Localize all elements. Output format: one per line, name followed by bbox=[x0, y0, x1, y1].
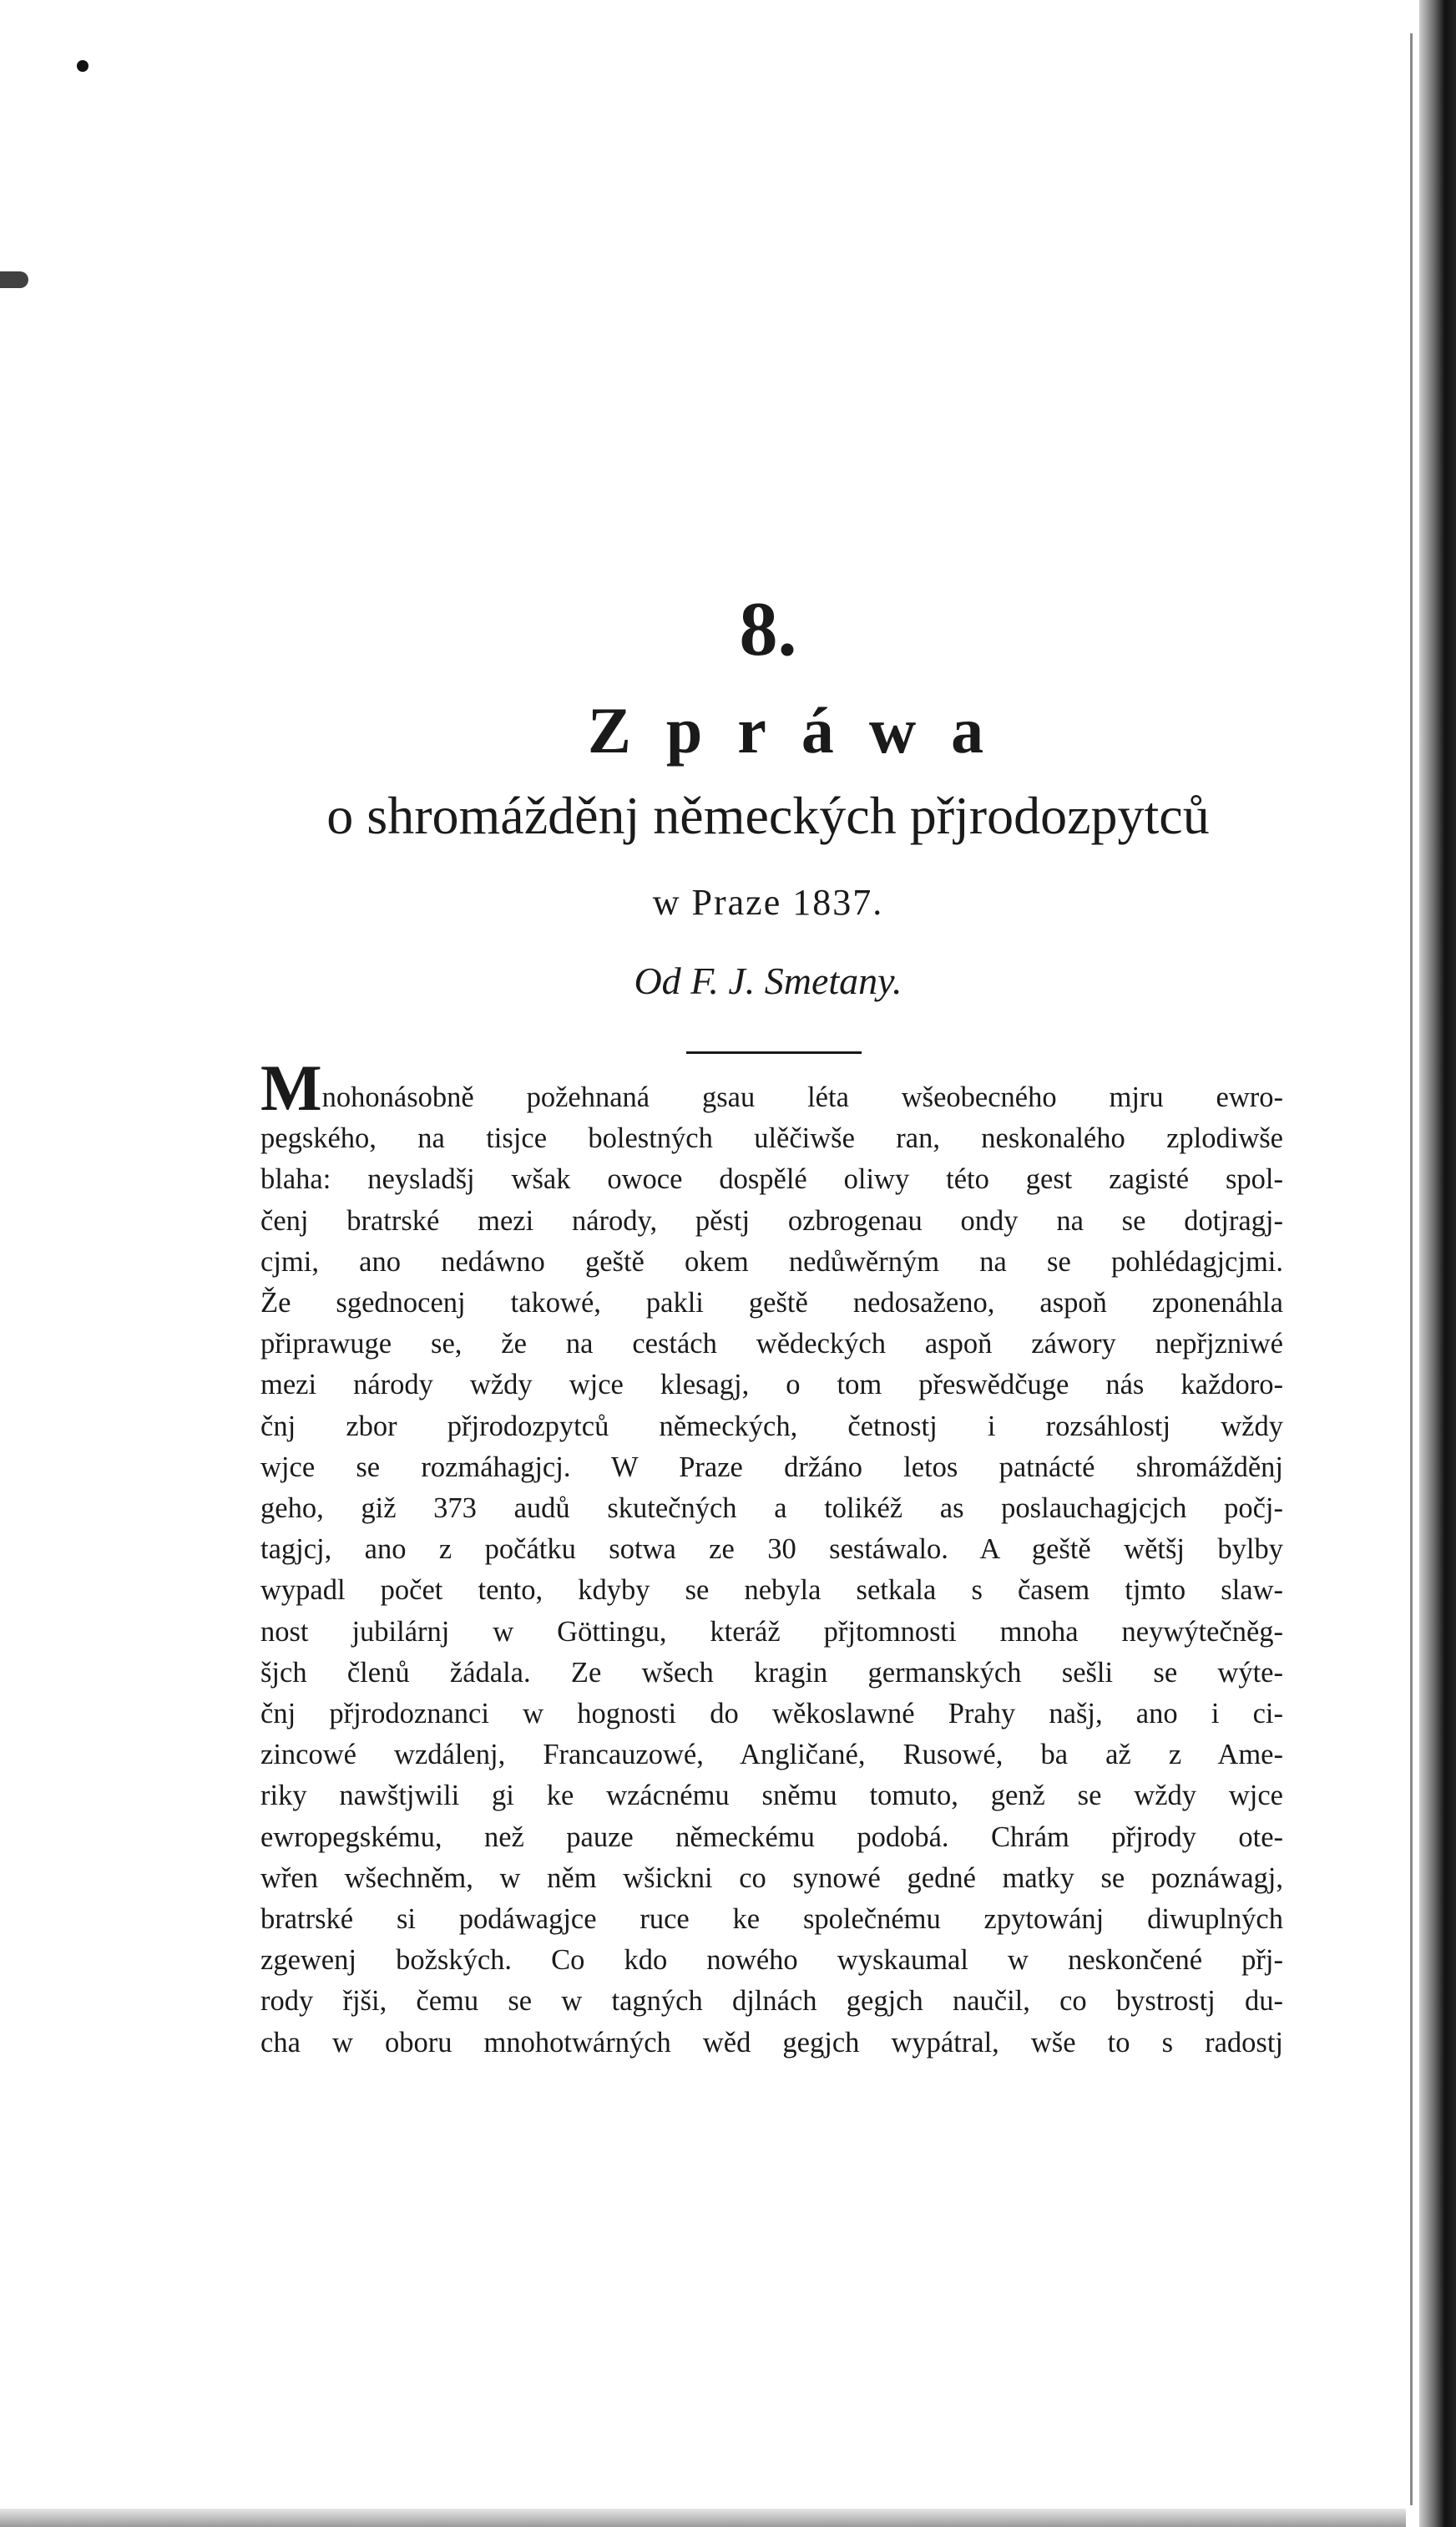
margin-mark bbox=[0, 271, 28, 288]
section-title: Zpráwa bbox=[587, 694, 1019, 767]
text-line: tagjcj, ano z počátku sotwa ze 30 sestáwalo. A geště wětšj bylby bbox=[260, 1533, 1283, 1566]
text-line: nost jubilárnj w Göttingu, kteráž přjtomnosti mnoha neywýtečněg- bbox=[260, 1615, 1283, 1648]
binding-edge bbox=[1419, 0, 1456, 2527]
section-number: 8. bbox=[739, 586, 797, 671]
text-line-content: nohonásobně požehnaná gsau léta wšeobecného mjru ewro- bbox=[321, 1081, 1283, 1113]
text-line: blaha: neysladšj wšak owoce dospělé oliwy této gest zagisté spol- bbox=[260, 1163, 1283, 1196]
text-line: čenj bratrské mezi národy, pěstj ozbrogenau ondy na se dotjragj- bbox=[260, 1204, 1283, 1237]
text-line bbox=[260, 1051, 1283, 1124]
text-line: zincowé wzdálenj, Francauzowé, Angličané, Rusowé, ba až z Ame- bbox=[260, 1739, 1283, 1771]
text-line: cha w oboru mnohotwárných wěd gegjch wypátral, wše to s radostj bbox=[260, 2026, 1283, 2059]
text-line: čnj zbor přjrodozpytců německých, četnostj i rozsáhlostj wždy bbox=[260, 1410, 1283, 1442]
text-line: wjce se rozmáhagjcj. W Praze držáno letos patnácté shromážděnj bbox=[260, 1451, 1283, 1483]
body-text bbox=[260, 1051, 1283, 2064]
title-divider bbox=[686, 1051, 862, 1054]
text-line: čnj přjrodoznanci w hognosti do wěkoslawné Prahy našj, ano i ci- bbox=[260, 1698, 1283, 1730]
text-line: riky nawštjwili gi ke wzácnému sněmu tomuto, genž se wždy wjce bbox=[260, 1780, 1283, 1812]
drop-cap: M bbox=[260, 1051, 322, 1124]
text-line: bratrské si podáwagjce ruce ke společnému zpytowánj diwuplných bbox=[260, 1903, 1283, 1936]
text-line: wypadl počet tento, kdyby se nebyla setkala s časem tjmto slaw- bbox=[260, 1574, 1283, 1607]
text-line: geho, giž 373 audů skutečných a tolikéž as poslauchagjcjch počj- bbox=[260, 1492, 1283, 1525]
ink-spot bbox=[77, 60, 88, 72]
place-year: w Praze 1837. bbox=[652, 882, 884, 923]
author-line: Od F. J. Smetany. bbox=[634, 960, 902, 1002]
text-line: zgewenj božských. Co kdo nowého wyskaumal w neskončené přj- bbox=[260, 1944, 1283, 1977]
text-line: Že sgednocenj takowé, pakli geště nedosaženo, aspoň zponenáhla bbox=[260, 1287, 1283, 1319]
text-line: pegského, na tisjce bolestných ulěčiwše ran, neskonalého zplodiwše bbox=[260, 1122, 1283, 1155]
text-line: mezi národy wždy wjce klesagj, o tom přeswědčuge nás každoro- bbox=[260, 1369, 1283, 1401]
section-subtitle: o shromážděnj německých přjrodozpytců bbox=[326, 786, 1210, 845]
text-line: připrawuge se, že na cestách wědeckých aspoň záwory nepřjzniwé bbox=[260, 1328, 1283, 1360]
text-line: ewropegskému, než pauze německému podobá. Chrám přjrody ote- bbox=[260, 1821, 1283, 1853]
page-bottom-edge bbox=[0, 2509, 1406, 2527]
text-line: rody řjši, čemu se w tagných djlnách gegjch naučil, co bystrostj du- bbox=[260, 1985, 1283, 2018]
text-line: šjch členů žádala. Ze wšech kragin germanských sešli se wýte- bbox=[260, 1656, 1283, 1689]
page-edge-line bbox=[1410, 33, 1413, 2505]
text-line: cjmi, ano nedáwno geště okem nedůwěrným na se pohlédagjcjmi. bbox=[260, 1245, 1283, 1278]
text-line: wřen wšechněm, w něm wšickni co synowé gedné matky se poznáwagj, bbox=[260, 1861, 1283, 1894]
